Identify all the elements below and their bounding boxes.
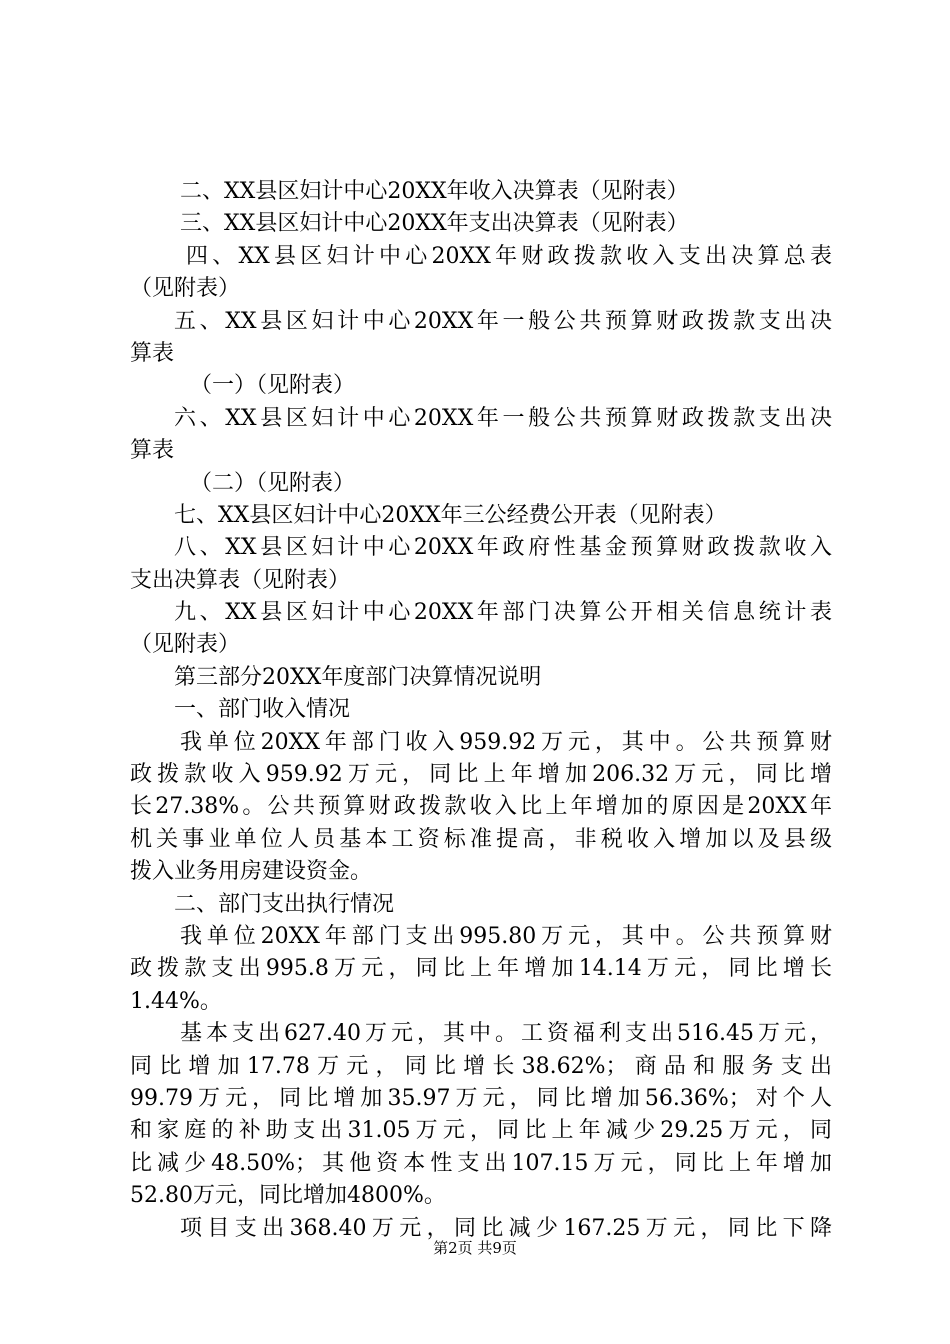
page-footer: 第2页 共9页 (433, 1239, 517, 1257)
text-line: 和家庭的补助支出31.05万元，同比上年减少29.25万元，同 (130, 1118, 832, 1144)
text-line: 1.44%。 (130, 988, 222, 1014)
text-line: 四、XX县区妇计中心20XX年财政拨款收入支出决算总表 (186, 243, 832, 269)
text-line: 算表 (130, 340, 175, 366)
text-line: 长27.38%。公共预算财政拨款收入比上年增加的原因是20XX年 (130, 794, 832, 820)
text-line: 政拨款收入959.92万元，同比上年增加206.32万元，同比增 (130, 762, 832, 788)
text-line: 三、XX县区妇计中心20XX年支出决算表（见附表） (180, 211, 689, 237)
text-line: 二、XX县区妇计中心20XX年收入决算表（见附表） (180, 179, 689, 204)
text-line: 比减少48.50%；其他资本性支出107.15万元，同比上年增加 (130, 1150, 832, 1176)
text-line: 五、XX县区妇计中心20XX年一般公共预算财政拨款支出决 (174, 308, 832, 334)
text-line: 拨入业务用房建设资金。 (130, 859, 373, 885)
text-line: （二）（见附表） (190, 470, 356, 496)
text-line: 我单位20XX年部门收入959.92万元，其中。公共预算财 (180, 729, 832, 755)
text-line: 支出决算表（见附表） (130, 567, 351, 593)
text-line: 六、XX县区妇计中心20XX年一般公共预算财政拨款支出决 (174, 405, 832, 431)
text-line: 52.80万元，同比增加4800%。 (130, 1183, 446, 1209)
text-line: 政拨款支出995.8万元，同比上年增加14.14万元，同比增长 (130, 956, 832, 982)
text-line: 二、部门支出执行情况 (174, 891, 395, 917)
text-line: （见附表） (130, 632, 241, 658)
text-line: 九、XX县区妇计中心20XX年部门决算公开相关信息统计表 (174, 600, 832, 626)
text-line: 机关事业单位人员基本工资标准提高，非税收入增加以及县级 (130, 826, 832, 852)
text-line: （见附表） (130, 276, 241, 302)
text-line: 第三部分20XX年度部门决算情况说明 (174, 664, 542, 690)
text-line: 项目支出368.40万元，同比减少167.25万元，同比下降 (180, 1215, 832, 1241)
text-line: 算表 (130, 438, 175, 464)
text-line: 一、部门收入情况 (174, 697, 351, 723)
text-line: 我单位20XX年部门支出995.80万元，其中。公共预算财 (180, 923, 832, 949)
text-line: 七、XX县区妇计中心20XX年三公经费公开表（见附表） (174, 502, 727, 528)
text-line: 基本支出627.40万元，其中。工资福利支出516.45万元， (180, 1021, 832, 1047)
text-line: 八、XX县区妇计中心20XX年政府性基金预算财政拨款收入 (174, 535, 832, 561)
text-line: 99.79万元，同比增加35.97万元，同比增加56.36%；对个人 (130, 1085, 832, 1111)
text-line: 同比增加17.78万元，同比增长38.62%；商品和服务支出 (130, 1053, 832, 1079)
text-line: （一）（见附表） (190, 373, 356, 399)
document-body (130, 176, 832, 1245)
